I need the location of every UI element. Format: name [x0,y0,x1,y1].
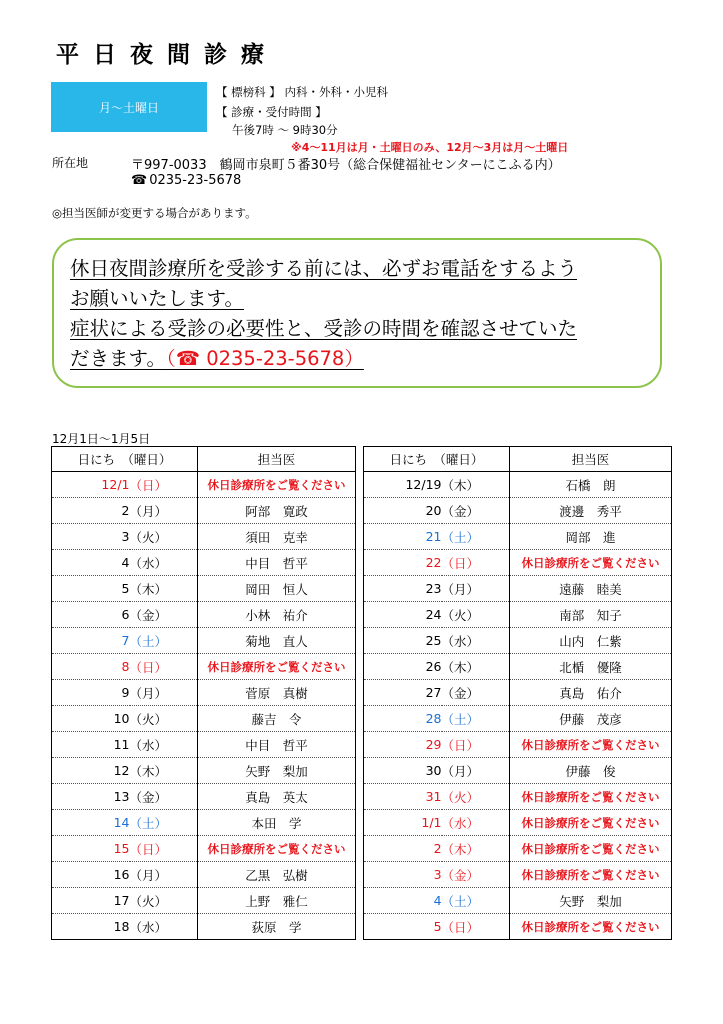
doctor-cell: 荻原 学 [198,914,356,940]
table-row [52,576,672,602]
table-row [52,862,672,888]
doctor-cell: 休日診療所をご覧ください [510,810,672,836]
doctor-cell: 真島 佑介 [510,680,672,706]
date-cell: 3 [364,862,442,888]
phone-line [131,173,241,188]
notice-line-4 [70,344,640,374]
date-cell: 11 [52,732,130,758]
date-cell: 21 [364,524,442,550]
table-row [52,654,672,680]
telephone-icon: ☎ [131,173,148,188]
weekday-cell: （日） [442,550,510,576]
reception-hours: 午後7時 ～ 9時30分 [232,123,338,137]
weekday-cell: （木） [130,576,198,602]
doctor-cell: 休日診療所をご覧ください [510,732,672,758]
doctor-cell: 山内 仁紫 [510,628,672,654]
table-row [52,498,672,524]
date-cell: 23 [364,576,442,602]
weekday-cell: （木） [442,472,510,498]
weekday-cell: （日） [130,836,198,862]
doctor-cell: 伊藤 茂彦 [510,706,672,732]
doctor-cell: 休日診療所をご覧ください [198,836,356,862]
weekday-cell: （火） [130,888,198,914]
period-label: 12月1日～1月5日 [52,432,151,446]
date-cell: 4 [52,550,130,576]
weekday-cell: （水） [130,914,198,940]
date-cell: 15 [52,836,130,862]
table-row [52,524,672,550]
doctor-cell: 須田 克幸 [198,524,356,550]
reception-heading: 【 診療・受付時間 】 [216,105,327,119]
doctor-cell: 伊藤 俊 [510,758,672,784]
page-title: 平日夜間診療 [56,42,278,68]
notice-line-1: 休日夜間診療所を受診する前には、必ずお電話をするよう [70,257,578,280]
table-row [52,680,672,706]
weekday-cell: （日） [442,914,510,940]
date-cell: 31 [364,784,442,810]
weekday-cell: （水） [442,628,510,654]
date-cell: 5 [364,914,442,940]
weekday-cell: （月） [130,498,198,524]
date-cell: 8 [52,654,130,680]
doctor-cell: 休日診療所をご覧ください [510,550,672,576]
table-row [52,628,672,654]
weekday-cell: （月） [442,758,510,784]
date-cell: 17 [52,888,130,914]
doctor-cell: 中目 哲平 [198,732,356,758]
doctor-cell: 藤吉 令 [198,706,356,732]
doctor-cell: 乙黒 弘樹 [198,862,356,888]
doctor-cell: 矢野 梨加 [510,888,672,914]
weekday-cell: （土） [130,628,198,654]
table-row [52,784,672,810]
doctor-cell: 上野 雅仁 [198,888,356,914]
season-note: ※4～11月は月・土曜日のみ、12月～3月は月～土曜日 [291,141,569,154]
date-cell: 6 [52,602,130,628]
remark: ◎担当医師が変更する場合があります。 [52,206,257,220]
doctor-cell: 遠藤 睦美 [510,576,672,602]
weekday-cell: （土） [442,706,510,732]
weekday-cell: （月） [442,576,510,602]
weekday-cell: （日） [442,732,510,758]
date-cell: 3 [52,524,130,550]
phone-number: 0235-23-5678 [149,173,242,188]
weekday-cell: （火） [130,706,198,732]
notice-line-3: 症状による受診の必要性と、受診の時間を確認させていた [70,317,578,340]
table-row [52,914,672,940]
table-row [52,472,672,498]
date-cell: 20 [364,498,442,524]
weekday-cell: （金） [130,602,198,628]
weekday-cell: （火） [130,524,198,550]
weekday-cell: （金） [442,862,510,888]
date-cell: 12 [52,758,130,784]
notice-phone: （☎ 0235-23-5678） [165,347,364,370]
date-cell: 13 [52,784,130,810]
weekday-cell: （金） [442,498,510,524]
table-row [52,810,672,836]
doctor-cell: 休日診療所をご覧ください [510,862,672,888]
doctor-cell: 北楯 優隆 [510,654,672,680]
weekday-cell: （土） [130,810,198,836]
date-cell: 24 [364,602,442,628]
doctor-cell: 小林 祐介 [198,602,356,628]
weekday-cell: （木） [442,654,510,680]
header-doctor-left: 担当医 [198,447,356,472]
doctor-cell: 休日診療所をご覧ください [198,654,356,680]
notice-box [52,238,662,388]
table-row [52,732,672,758]
date-cell: 22 [364,550,442,576]
weekday-cell: （土） [442,524,510,550]
doctor-cell: 休日診療所をご覧ください [510,784,672,810]
date-cell: 16 [52,862,130,888]
header-doctor-right: 担当医 [510,447,672,472]
doctor-cell: 中目 哲平 [198,550,356,576]
weekday-cell: （金） [130,784,198,810]
date-cell: 25 [364,628,442,654]
date-cell: 10 [52,706,130,732]
doctor-cell: 阿部 寛政 [198,498,356,524]
address-label: 所在地 [52,156,89,170]
weekday-cell: （火） [442,784,510,810]
schedule-table [51,446,672,940]
weekday-cell: （木） [130,758,198,784]
doctor-cell: 南部 知子 [510,602,672,628]
date-cell: 27 [364,680,442,706]
doctor-cell: 石橋 朗 [510,472,672,498]
weekday-cell: （日） [130,654,198,680]
doctor-cell: 菅原 真樹 [198,680,356,706]
address: 〒997-0033 鶴岡市泉町５番30号（総合保健福祉センターにこふる内） [131,158,561,173]
date-cell: 18 [52,914,130,940]
date-cell: 4 [364,888,442,914]
weekday-cell: （日） [130,472,198,498]
doctor-cell: 真島 英太 [198,784,356,810]
days-badge-label: 月～土曜日 [98,100,159,115]
date-cell: 5 [52,576,130,602]
notice-line-4-text: だきます。 [70,347,166,370]
table-row [52,758,672,784]
doctor-cell: 岡部 進 [510,524,672,550]
date-cell: 1/1 [364,810,442,836]
date-cell: 12/1 [52,472,130,498]
doctor-cell: 休日診療所をご覧ください [510,836,672,862]
table-row [52,888,672,914]
weekday-cell: （水） [130,732,198,758]
weekday-cell: （月） [130,862,198,888]
days-badge [51,82,207,132]
date-cell: 2 [364,836,442,862]
date-cell: 9 [52,680,130,706]
doctor-cell: 岡田 恒人 [198,576,356,602]
date-cell: 14 [52,810,130,836]
table-header-row [52,447,672,472]
weekday-cell: （火） [442,602,510,628]
date-cell: 12/19 [364,472,442,498]
date-cell: 7 [52,628,130,654]
doctor-cell: 渡邊 秀平 [510,498,672,524]
date-cell: 28 [364,706,442,732]
date-cell: 29 [364,732,442,758]
weekday-cell: （水） [130,550,198,576]
doctor-cell: 休日診療所をご覧ください [510,914,672,940]
header-date-day-right: 日にち （曜日） [364,447,510,472]
doctor-cell: 菊地 直人 [198,628,356,654]
table-row [52,706,672,732]
weekday-cell: （木） [442,836,510,862]
header-date-day-left: 日にち （曜日） [52,447,198,472]
weekday-cell: （月） [130,680,198,706]
table-row [52,836,672,862]
table-row [52,602,672,628]
notice-line-2: お願いいたします。 [70,287,244,310]
weekday-cell: （水） [442,810,510,836]
date-cell: 26 [364,654,442,680]
table-row [52,550,672,576]
doctor-cell: 矢野 梨加 [198,758,356,784]
date-cell: 2 [52,498,130,524]
weekday-cell: （金） [442,680,510,706]
doctor-cell: 本田 学 [198,810,356,836]
date-cell: 30 [364,758,442,784]
weekday-cell: （土） [442,888,510,914]
doctor-cell: 休日診療所をご覧ください [198,472,356,498]
departments: 【 標榜科 】 内科・外科・小児科 [216,85,388,99]
